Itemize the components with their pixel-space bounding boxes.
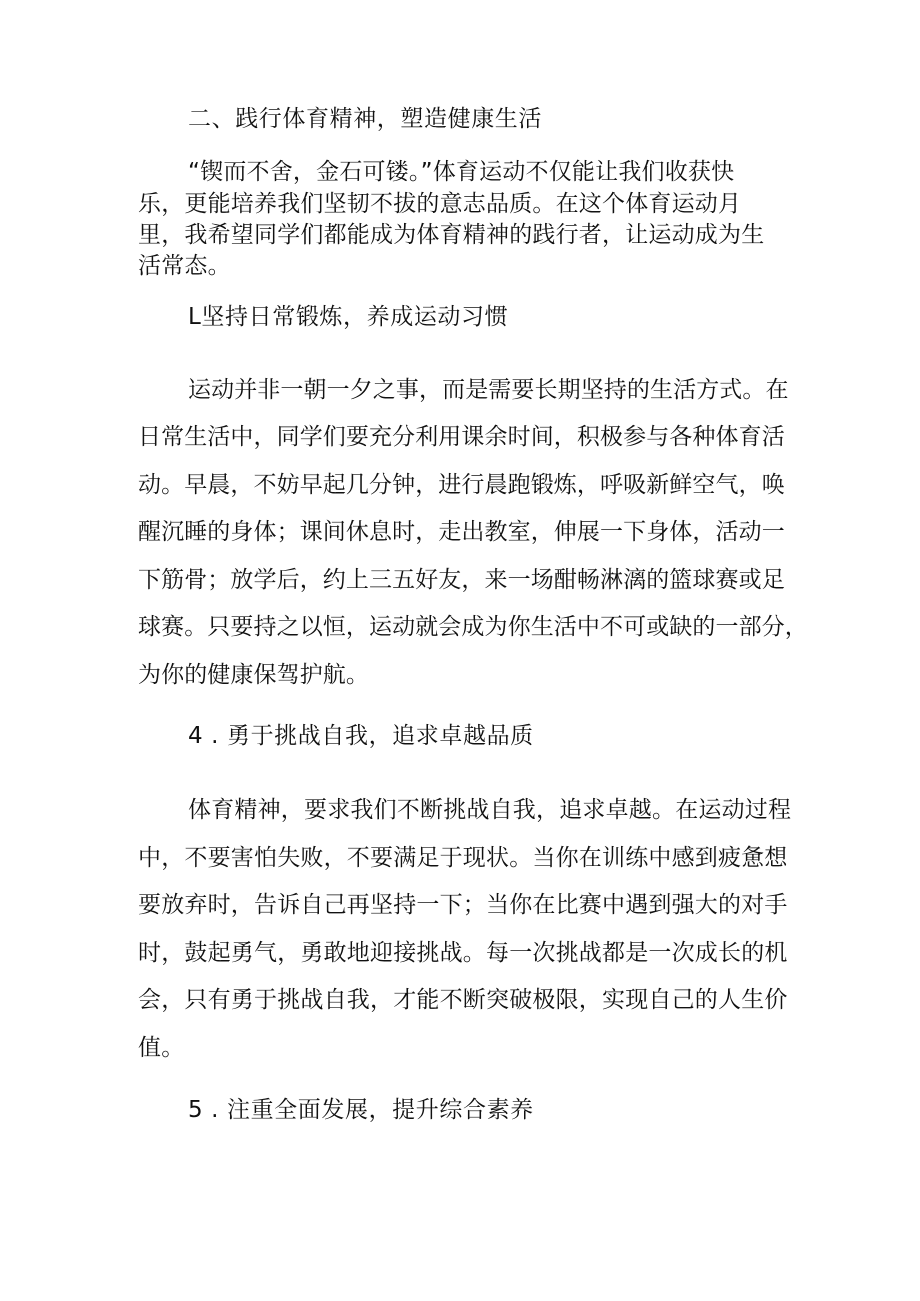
item-1-line-5: 下筋骨；放学后，约上三五好友，来一场酣畅淋漓的篮球赛或足 (138, 567, 785, 593)
item-1-line-2: 日常生活中，同学们要充分利用课余时间，积极参与各种体育活 (138, 424, 785, 450)
item-1-line-1: 运动并非一朝一夕之事，而是需要长期坚持的生活方式。在 (188, 377, 789, 403)
item-4-line-5: 会，只有勇于挑战自我，才能不断突破极限，实现自己的人生价 (138, 987, 788, 1013)
item-4-line-2: 中，不要害怕失败，不要满足于现状。当你在训练中感到疲惫想 (138, 845, 788, 871)
item-4-line-4: 时，鼓起勇气，勇敢地迎接挑战。每一次挑战都是一次成长的机 (138, 940, 788, 966)
section-heading: 二、践行体育精神，塑造健康生活 (188, 106, 542, 132)
item-1-line-4: 醒沉睡的身体；课间休息时，走出教室，伸展一下身体，活动一 (138, 519, 785, 545)
intro-line-2: 乐，更能培养我们坚韧不拔的意志品质。在这个体育运动月 (138, 191, 742, 217)
intro-line-4: 活常态。 (138, 253, 231, 279)
item-1-heading: L坚持日常锻炼，养成运动习惯 (188, 304, 509, 330)
item-5-heading: 5 . 注重全面发展，提升综合素养 (188, 1097, 534, 1123)
item-4-line-1: 体育精神，要求我们不断挑战自我，追求卓越。在运动过程 (188, 797, 792, 823)
item-4-line-6: 值。 (138, 1035, 185, 1061)
item-4-heading: 4 . 勇于挑战自我，追求卓越品质 (188, 723, 534, 749)
item-4-line-3: 要放弃时，告诉自己再坚持一下；当你在比赛中遇到强大的对手 (138, 892, 788, 918)
item-1-line-3: 动。早晨，不妨早起几分钟，进行晨跑锻炼，呼吸新鲜空气，唤 (138, 472, 785, 498)
item-1-line-6: 球赛。只要持之以恒，运动就会成为你生活中不可或缺的一部分， (138, 614, 808, 640)
intro-line-3: 里，我希望同学们都能成为体育精神的践行者，让运动成为生 (138, 222, 765, 248)
item-1-line-7: 为你的健康保驾护航。 (138, 662, 369, 688)
intro-line-1: “锲而不舍，金石可镂。”体育运动不仅能让我们收获快 (188, 159, 735, 185)
